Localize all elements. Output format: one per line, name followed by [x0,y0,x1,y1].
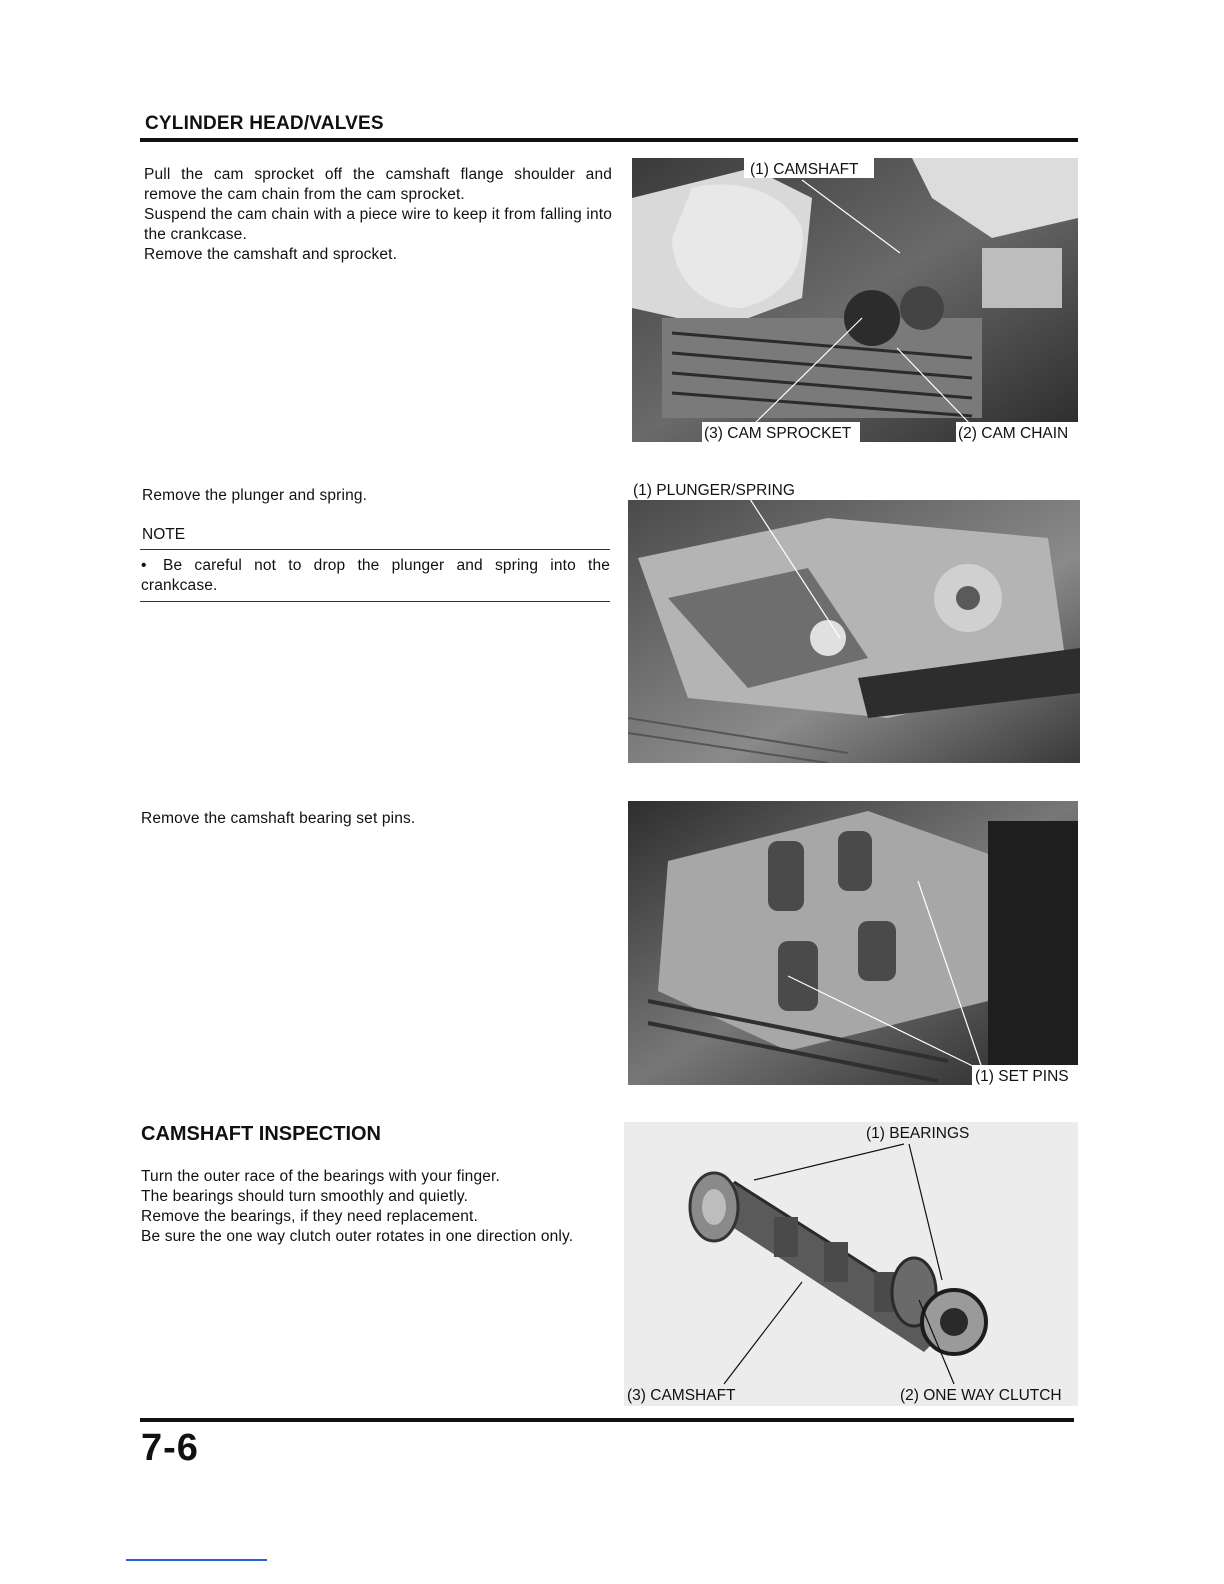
inspection-instructions [141,1167,608,1247]
note-text: Be careful not to drop the plunger and spring into the crankcase. [141,557,610,594]
set-pins-callout: (1) SET PINS [975,1068,1069,1085]
camshaft-part-callout: (3) CAMSHAFT [627,1387,736,1404]
inspection-paragraph-4: Be sure the one way clutch outer rotates in one direction only. [141,1228,574,1245]
inspection-paragraph-3: Remove the bearings, if they need replacement. [141,1208,478,1225]
step2-instruction: Remove the plunger and spring. [142,487,368,504]
plunger-spring-callout: (1) PLUNGER/SPRING [633,482,795,499]
camshaft-inspection-title: CAMSHAFT INSPECTION [141,1123,381,1145]
inspection-paragraph-2: The bearings should turn smoothly and quietly. [141,1188,469,1205]
note-bottom-rule [140,601,610,602]
note-top-rule [140,549,610,550]
note-bullet: • [141,557,147,574]
section-header-title: CYLINDER HEAD/VALVES [145,113,384,134]
cam-sprocket-callout: (3) CAM SPROCKET [704,425,852,442]
step1-instructions [144,165,612,265]
plunger-spring-photo [628,478,1080,763]
step1-paragraph-3: Remove the camshaft and sprocket. [144,246,398,263]
page-number: 7-6 [141,1427,199,1469]
step1-paragraph-2: Suspend the cam chain with a piece wire to keep it from falling into the crankcase. [144,206,612,243]
step3-instruction: Remove the camshaft bearing set pins. [141,810,416,827]
set-pins-photo [628,801,1078,1085]
cam-chain-callout: (2) CAM CHAIN [958,425,1069,442]
bearings-callout: (1) BEARINGS [866,1125,970,1142]
step1-paragraph-1: Pull the cam sprocket off the camshaft flange shoulder and remove the cam chain from the cam sprocket. [144,166,612,203]
note-item [141,556,610,596]
link-underline [126,1559,267,1561]
one-way-clutch-callout: (2) ONE WAY CLUTCH [900,1387,1062,1404]
camshaft-inspection-photo [624,1122,1078,1406]
header-rule [140,138,1078,142]
footer-rule [140,1418,1074,1422]
camshaft-removal-photo [632,158,1078,442]
inspection-paragraph-1: Turn the outer race of the bearings with your finger. [141,1168,500,1185]
camshaft-callout: (1) CAMSHAFT [750,161,859,178]
note-label: NOTE [142,526,186,543]
